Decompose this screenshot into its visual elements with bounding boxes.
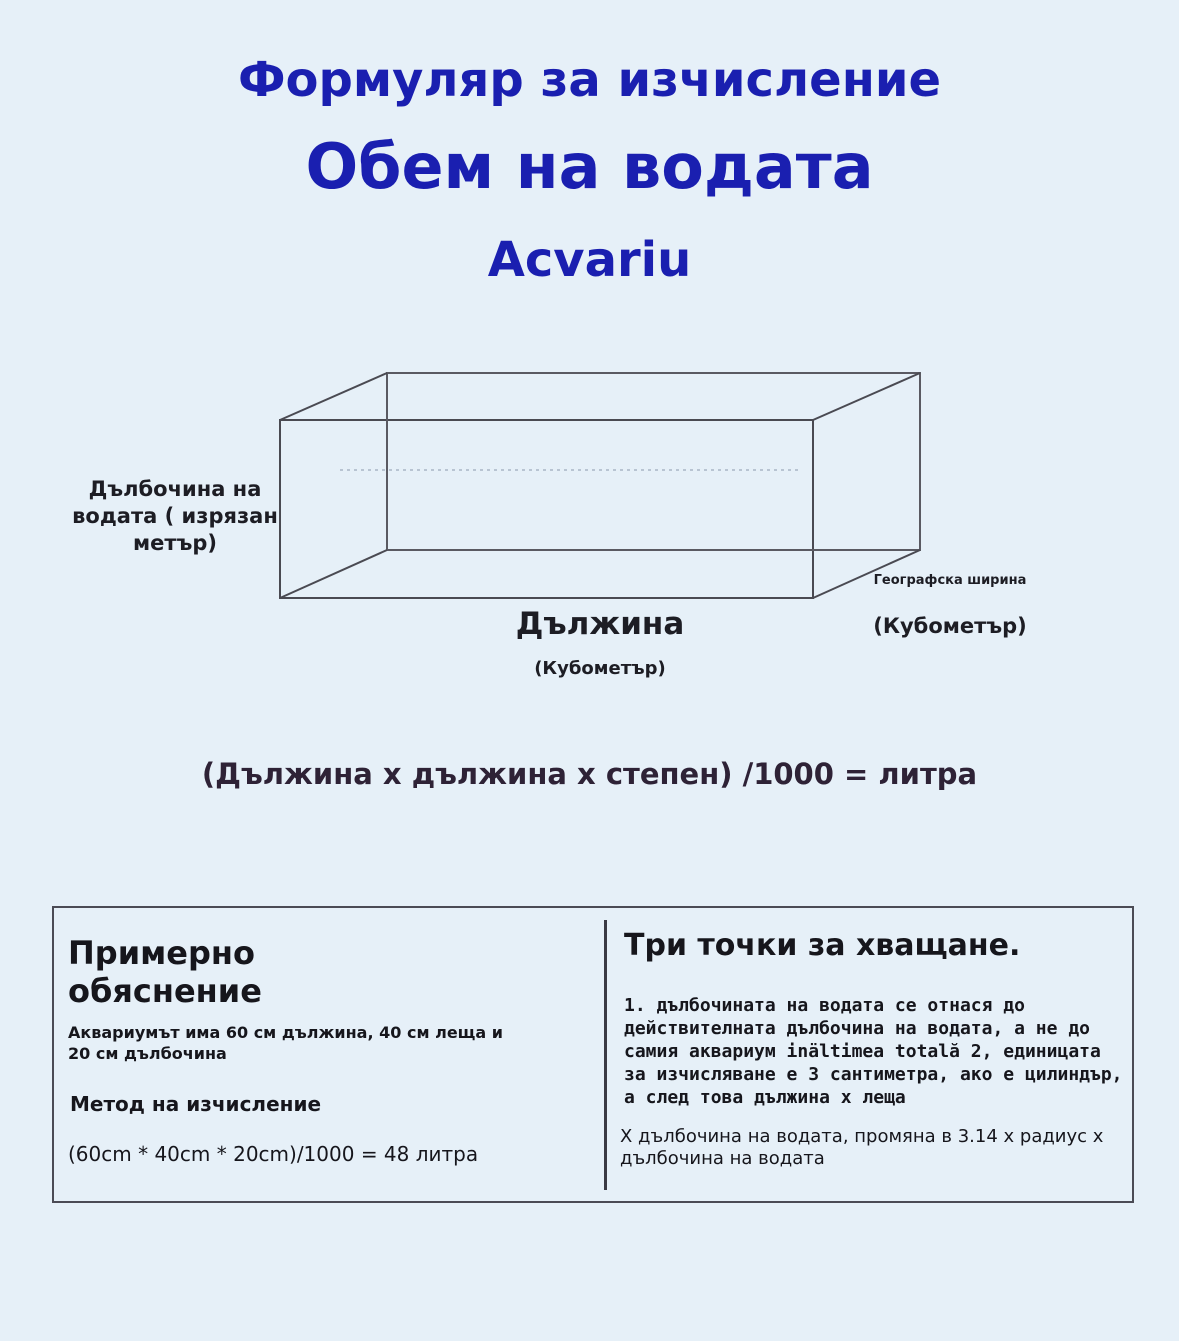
length-unit: (Кубометър) xyxy=(534,658,666,679)
panel-divider xyxy=(604,920,607,1190)
box-front-face xyxy=(280,420,813,598)
points-item-2: X дълбочина на водата, промяна в 3.14 x радиус x дълбочина на водата xyxy=(620,1126,1104,1169)
method-title: Метод на изчисление xyxy=(70,1092,322,1116)
width-unit: (Кубометър) xyxy=(873,614,1027,638)
points-title: Три точки за хващане. xyxy=(624,928,1021,963)
depth-label: Дълбочина на водата ( изрязан метър) xyxy=(72,477,278,555)
box-edge-top-right xyxy=(813,373,920,420)
box-edge-bottom-left xyxy=(280,550,387,598)
box-edge-top-left xyxy=(280,373,387,420)
volume-formula: (Дължина x дължина x степен) /1000 = литра xyxy=(201,757,978,791)
title-line-1: Формуляр за изчисление xyxy=(237,52,942,108)
example-title: Примерно обяснение xyxy=(68,934,262,1010)
box-edges xyxy=(280,373,920,598)
title-line-3: Acvariu xyxy=(487,232,692,288)
example-description: Аквариумът има 60 см дължина, 40 см леща и 20 см дълбочина xyxy=(68,1023,503,1063)
box-back-face xyxy=(387,373,920,550)
method-formula: (60cm * 40cm * 20cm)/1000 = 48 литра xyxy=(68,1142,479,1166)
length-label: Дължина xyxy=(515,606,685,642)
info-panel xyxy=(52,906,1134,1203)
width-label: Географска ширина xyxy=(873,573,1027,588)
title-line-2: Обем на водата xyxy=(305,130,874,203)
points-item-1: 1. дълбочината на водата се отнася до действителната дълбочина на водата, а не до самия аквариум inältimea totală 2, единицата за изчисляване е 3 сантиметра, ако е цилиндър, а след това дължина x леща xyxy=(624,995,1123,1108)
